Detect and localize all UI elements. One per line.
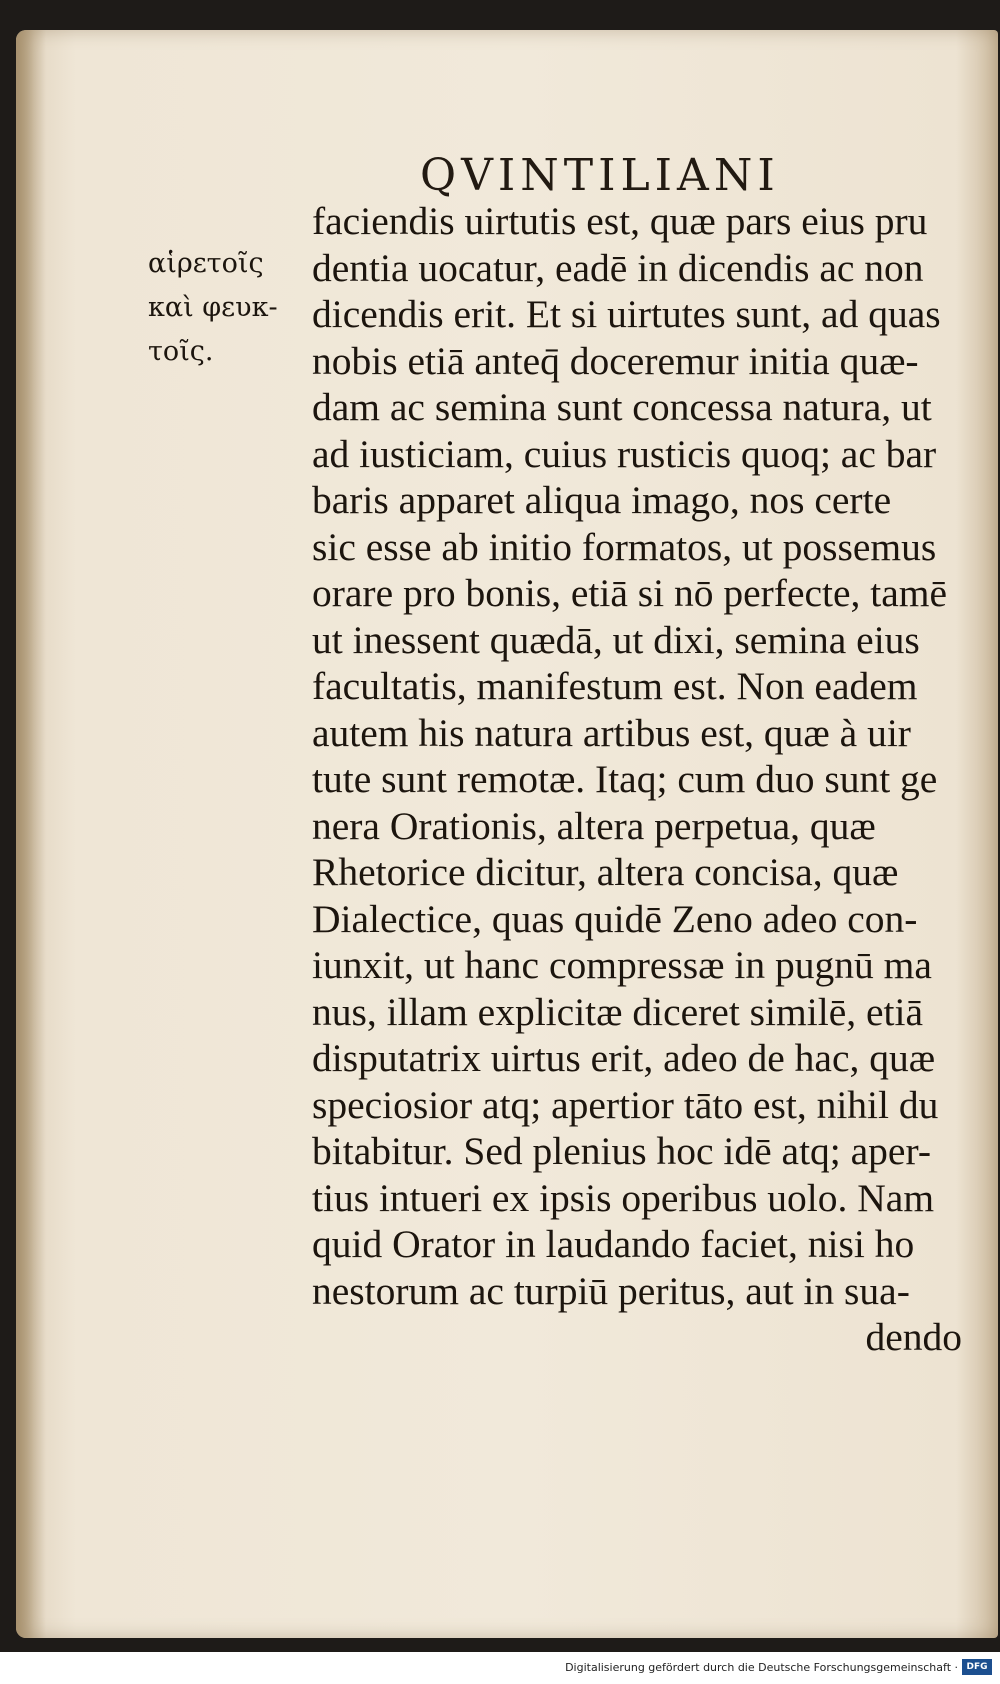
page-gutter-shadow: [16, 30, 46, 1638]
text-line: nera Orationis, altera perpetua, quæ: [312, 803, 876, 848]
body-text: [312, 198, 962, 1361]
text-line: tius intueri ex ipsis operibus uolo. Nam: [312, 1175, 935, 1220]
text-line: dentia uocatur, eadē in dicendis ac non: [312, 245, 924, 290]
text-line: disputatrix uirtus erit, adeo de hac, quæ: [312, 1036, 936, 1080]
running-head: QVINTILIANI: [420, 150, 780, 201]
margin-note-line: καὶ φευκ-: [148, 292, 278, 323]
text-line: orare pro bonis, etiā si nō perfecte, tamē: [312, 571, 948, 615]
text-line: ut inessent quædā, ut dixi, semina eius: [312, 617, 920, 662]
text-line: facultatis, manifestum est. Non eadem: [312, 664, 918, 708]
margin-note-line: τοῖς.: [148, 336, 214, 367]
text-line: tute sunt remotæ. Itaq; cum duo sunt ge: [312, 757, 938, 801]
text-line: nus, illam explicitæ diceret similē, etiā: [312, 989, 923, 1034]
text-line: faciendis uirtutis est, quæ pars eius pru: [312, 199, 928, 243]
text-line: nobis etiā anteq̄ doceremur initia quæ-: [312, 338, 919, 383]
digitization-footer: [0, 1652, 1000, 1684]
text-line: Dialectice, quas quidē Zeno adeo con-: [312, 896, 918, 941]
footer-credit: Digitalisierung gefördert durch die Deutsche Forschungsgemeinschaft ·: [565, 1661, 958, 1674]
dfg-logo-icon: DFG: [962, 1659, 992, 1675]
text-line: quid Orator in laudando faciet, nisi ho: [312, 1222, 915, 1266]
text-line: bitabitur. Sed plenius hoc idē atq; aper-: [312, 1129, 931, 1173]
text-line: dam ac semina sunt concessa natura, ut: [312, 385, 932, 429]
margin-note: [148, 242, 298, 374]
margin-note-line: αἱρετοῖς: [148, 248, 264, 279]
text-line: sic esse ab initio formatos, ut possemus: [312, 524, 937, 569]
text-line: ad iusticiam, cuius rusticis quoq; ac bar: [312, 431, 937, 476]
text-line: Rhetorice dicitur, altera concisa, quæ: [312, 850, 899, 894]
text-line: dicendis erit. Et si uirtutes sunt, ad quas: [312, 292, 941, 336]
text-line: iunxit, ut hanc compressæ in pugnū ma: [312, 943, 932, 987]
catchword: dendo: [865, 1315, 962, 1359]
text-line: autem his natura artibus est, quæ à uir: [312, 710, 911, 755]
text-line: baris apparet aliqua imago, nos certe: [312, 478, 892, 522]
text-line: nestorum ac turpiū peritus, aut in sua-: [312, 1268, 910, 1313]
text-line: speciosior atq; apertior tāto est, nihil du: [312, 1082, 939, 1127]
